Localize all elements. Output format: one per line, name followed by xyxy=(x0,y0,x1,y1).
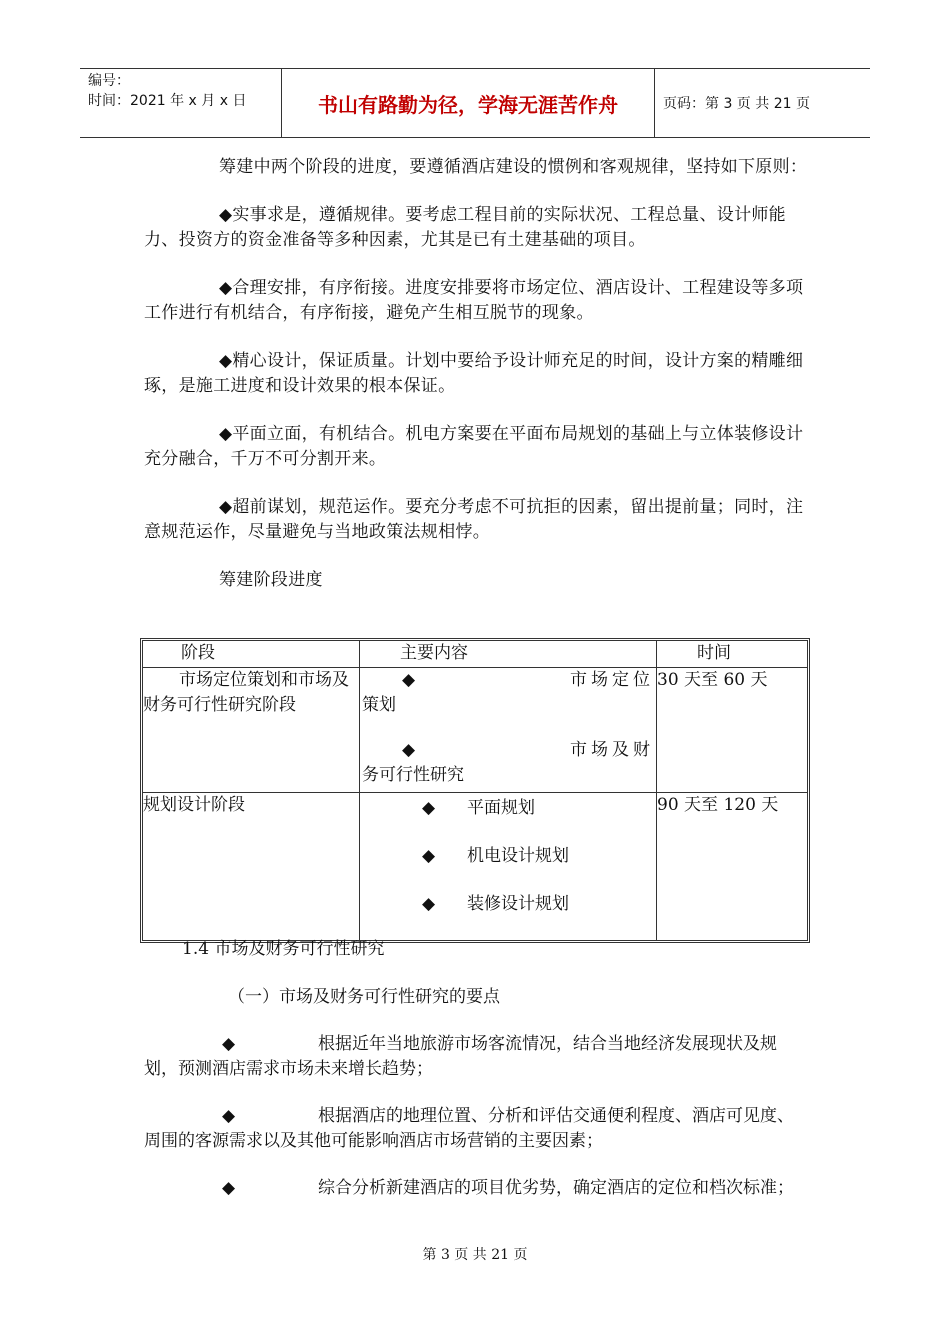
content-item-text: 平面规划 xyxy=(467,798,535,818)
table-row xyxy=(143,668,807,793)
subsection-title: （一）市场及财务可行性研究的要点 xyxy=(228,987,500,1007)
feasibility-points xyxy=(144,1032,808,1223)
principle-paragraph: ◆实事求是，遵循规律。要考虑工程目前的实际状况、工程总量、设计师能力、投资方的资金准备等多种因素，尤其是已有土建基础的项目。 xyxy=(144,205,786,250)
content-item-continuation: 策划 xyxy=(362,695,396,715)
content-item-text: 市场及财 xyxy=(570,740,654,760)
date-label: 时间：2021 年 x 月 x 日 xyxy=(88,93,247,109)
table-caption: 筹建阶段进度 xyxy=(219,570,323,590)
content-item xyxy=(360,796,656,844)
content-item-text: 市场定位 xyxy=(570,670,654,690)
body-text xyxy=(144,155,808,616)
section-title: 1.4 市场及财务可行性研究 xyxy=(182,939,385,959)
content-item-continuation: 务可行性研究 xyxy=(362,765,464,785)
stage-schedule-table xyxy=(140,638,810,943)
principle-paragraph: ◆合理安排，有序衔接。进度安排要将市场定位、酒店设计、工程建设等多项工作进行有机结合，有序衔接，避免产生相互脱节的现象。 xyxy=(144,278,804,323)
content-item-text: 装修设计规划 xyxy=(467,894,569,914)
list-item-text: 综合分析新建酒店的项目优劣势，确定酒店的定位和档次标准； xyxy=(318,1178,794,1198)
header-meta xyxy=(80,69,282,137)
content-item xyxy=(360,844,656,892)
diamond-bullet-icon: ◆ xyxy=(222,1178,236,1198)
diamond-bullet-icon: ◆ xyxy=(402,740,416,760)
diamond-bullet-icon: ◆ xyxy=(222,1034,236,1054)
content-item-text: 机电设计规划 xyxy=(467,846,569,866)
header-motto: 书山有路勤为径，学海无涯苦作舟 xyxy=(282,69,655,137)
principle-paragraph: ◆超前谋划，规范运作。要充分考虑不可抗拒的因素，留出提前量；同时，注意规范运作，尽量避免与当地政策法规相悖。 xyxy=(144,497,804,542)
diamond-bullet-icon: ◆ xyxy=(422,894,436,914)
list-item-text: 根据近年当地旅游市场客流情况，结合当地经济发展现状及规划，预测酒店需求市场未来增长趋势； xyxy=(144,1034,777,1079)
principle-paragraph: ◆精心设计，保证质量。计划中要给予设计师充足的时间，设计方案的精雕细琢，是施工进度和设计效果的根本保证。 xyxy=(144,351,804,396)
list-item xyxy=(144,1032,808,1082)
stage-time: 30 天至 60 天 xyxy=(657,668,807,793)
stage-time: 90 天至 120 天 xyxy=(657,795,779,815)
header-time: 时间 xyxy=(657,641,807,668)
header-content: 主要内容 xyxy=(360,641,657,668)
intro-paragraph: 筹建中两个阶段的进度，要遵循酒店建设的惯例和客观规律，坚持如下原则： xyxy=(219,157,808,177)
header-page-info: 页码：第 3 页 共 21 页 xyxy=(663,96,810,112)
table-row xyxy=(143,793,807,940)
list-item-text: 根据酒店的地理位置、分析和评估交通便利程度、酒店可见度、周围的客源需求以及其他可能影响酒店市场营销的主要因素； xyxy=(144,1106,794,1151)
diamond-bullet-icon: ◆ xyxy=(422,846,436,866)
number-label: 编号： xyxy=(88,73,130,89)
content-item xyxy=(360,668,656,693)
page-footer: 第 3 页 共 21 页 xyxy=(422,1247,528,1263)
list-item xyxy=(144,1104,808,1154)
content-item xyxy=(360,738,656,763)
diamond-bullet-icon: ◆ xyxy=(402,670,416,690)
page-header xyxy=(80,68,870,138)
stage-name: 市场定位策划和市场及财务可行性研究阶段 xyxy=(143,668,360,793)
stage-content xyxy=(360,668,657,793)
stage-content xyxy=(360,793,657,940)
diamond-bullet-icon: ◆ xyxy=(222,1106,236,1126)
stage-name: 规划设计阶段 xyxy=(143,793,360,940)
diamond-bullet-icon: ◆ xyxy=(422,798,436,818)
header-stage: 阶段 xyxy=(143,641,360,668)
table-header-row xyxy=(143,641,807,668)
content-item xyxy=(360,892,656,940)
principle-paragraph: ◆平面立面，有机结合。机电方案要在平面布局规划的基础上与立体装修设计充分融合，千万不可分割开来。 xyxy=(144,424,804,469)
list-item xyxy=(144,1176,808,1201)
